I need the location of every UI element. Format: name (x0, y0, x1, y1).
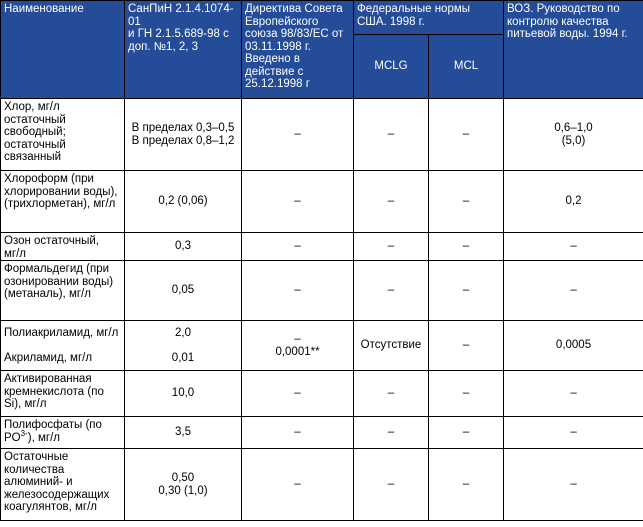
header-mcl-label: MCL (453, 60, 479, 73)
row-name (1, 417, 125, 449)
cell-sanpin: 0,05 (125, 261, 242, 321)
row-name-line: озонировании воды) (4, 275, 114, 288)
header-eu-line: Введено в (245, 53, 300, 65)
cell-who: 0,2 (504, 171, 643, 233)
row-name-line: Хлороформ (при (4, 173, 94, 185)
cell-who-line: (5,0) (561, 134, 586, 147)
cell-mcl: – (429, 261, 504, 321)
cell-mcl: – (429, 171, 504, 233)
cell-mclg: – (354, 449, 429, 521)
row-name (1, 321, 125, 371)
cell-eu-line: – (294, 333, 301, 345)
row-name-line: Полифосфаты (по (4, 419, 102, 431)
table-row-coagulants (1, 449, 643, 521)
header-sanpin-line: СанПиН 2.1.4.1074- (128, 3, 234, 15)
cell-mclg: – (354, 261, 429, 321)
cell-eu: – (242, 371, 354, 417)
header-usa-line: Федеральные нормы (357, 3, 471, 15)
table-row-polyphosphates (1, 417, 643, 449)
row-name-spacer (4, 340, 121, 352)
row-name-line: Озон остаточный, (4, 235, 99, 247)
cell-sanpin: 0,3 (125, 233, 242, 261)
row-name (1, 371, 125, 417)
header-eu-line: Европейского (245, 15, 319, 28)
row-name-line: Формальдегид (при (4, 263, 110, 275)
table-row-chlorine (1, 99, 643, 171)
table-row-ozone (1, 233, 643, 261)
row-name-line: остаточный (4, 138, 66, 151)
header-row-1 (1, 1, 643, 35)
cell-sanpin: 3,5 (125, 417, 242, 449)
row-name (1, 261, 125, 321)
cell-who-line: 0,6–1,0 (554, 122, 593, 134)
header-eu-line: 25.12.1998 г (245, 78, 310, 90)
header-who-line: питьевой воды. 1994 г. (507, 28, 628, 40)
header-who (504, 1, 643, 99)
row-name-line: связанный (4, 151, 62, 163)
cell-mcl: – (429, 371, 504, 417)
row-name-line: свободный; (4, 126, 66, 138)
header-eu-line: 03.11.1998 г. (245, 40, 311, 53)
row-name-line: хлорировании воды), (4, 185, 118, 198)
cell-sanpin-line: В пределах 0,8–1,2 (131, 134, 235, 147)
cell-eu: – (242, 171, 354, 233)
row-name-line: (трихлорметан), мг/л (4, 198, 116, 210)
cell-mclg: – (354, 233, 429, 261)
header-mclg-label: MCLG (374, 60, 408, 73)
header-who-line: контролю качества (507, 15, 609, 28)
cell-who: – (504, 371, 643, 417)
row-name-tail: ), мг/л (27, 431, 60, 444)
cell-sanpin (125, 99, 242, 171)
row-name-line: Активированная (4, 373, 92, 385)
cell-who: – (504, 233, 643, 261)
cell-who: – (504, 449, 643, 521)
row-name-line: мг/л (4, 247, 27, 260)
header-usa-line: США. 1998 г. (357, 15, 425, 28)
row-name-line: количества (4, 463, 65, 476)
header-who-line: ВОЗ. Руководство по (507, 3, 620, 15)
cell-who (504, 99, 643, 171)
header-usa (354, 1, 504, 35)
cell-mcl: – (429, 449, 504, 521)
cell-mclg: – (354, 171, 429, 233)
cell-eu: – (242, 449, 354, 521)
cell-sanpin (125, 321, 242, 371)
cell-eu: – (242, 417, 354, 449)
header-name (1, 1, 125, 99)
table-row-silicic-acid (1, 371, 643, 417)
cell-mcl: – (429, 321, 504, 371)
cell-sanpin-line: В пределах 0,3–0,5 (131, 122, 235, 134)
cell-mclg: – (354, 371, 429, 417)
row-name (1, 449, 125, 521)
table-row-polyacrylamide (1, 321, 643, 371)
row-name-line: остаточный (4, 113, 66, 126)
row-name-line: коагулянтов, мг/л (4, 501, 97, 513)
header-sanpin-line: 01 (128, 15, 141, 28)
row-name-line: кремнекислота (по (4, 385, 104, 398)
row-name-line: железосодержащих (4, 488, 110, 501)
cell-who: – (504, 417, 643, 449)
cell-sanpin-spacer (128, 340, 238, 352)
header-eu-line: союза 98/83/ЕС от (245, 28, 344, 40)
cell-eu (242, 321, 354, 371)
row-name (1, 99, 125, 171)
table-row-chloroform (1, 171, 643, 233)
cell-mcl: – (429, 99, 504, 171)
row-name (1, 171, 125, 233)
header-eu (242, 1, 354, 99)
header-mclg (354, 35, 429, 99)
row-name-line (4, 428, 121, 445)
table-row-formaldehyde (1, 261, 643, 321)
cell-mcl: – (429, 233, 504, 261)
cell-eu: – (242, 261, 354, 321)
cell-mclg: Отсутствие (354, 321, 429, 371)
header-sanpin-line: и ГН 2.1.5.689-98 с (128, 28, 229, 40)
cell-eu: – (242, 233, 354, 261)
cell-eu: – (242, 99, 354, 171)
cell-who: 0,0005 (504, 321, 643, 371)
cell-sanpin (125, 449, 242, 521)
cell-sanpin-line: 2,0 (175, 327, 191, 339)
cell-mcl: – (429, 417, 504, 449)
cell-sanpin-line: 0,50 (171, 472, 195, 484)
header-eu-line: Директива Совета (245, 3, 343, 15)
cell-sanpin: 0,2 (0,06) (125, 171, 242, 233)
header-sanpin-line: доп. №1, 2, 3 (128, 40, 199, 53)
cell-sanpin-line: 0,30 (1,0) (158, 484, 208, 497)
cell-sanpin: 10,0 (125, 371, 242, 417)
cell-mclg: – (354, 417, 429, 449)
row-name-superscript: 3- (20, 428, 28, 438)
row-name-line: Si), мг/л (4, 398, 47, 410)
row-name-line: Полиакриламид, мг/л (4, 327, 119, 339)
cell-mclg: – (354, 99, 429, 171)
row-name-line: алюминий- и (4, 476, 73, 488)
cell-who: – (504, 261, 643, 321)
row-name-formula: PO (4, 431, 21, 444)
header-name-label: Наименование (4, 3, 84, 15)
row-name (1, 233, 125, 261)
row-name-line: (метаналь), мг/л (4, 288, 91, 300)
cell-sanpin-line: 0,01 (171, 351, 195, 364)
cell-eu-line: 0,0001** (275, 345, 320, 358)
header-mcl (429, 35, 504, 99)
header-eu-line: действие с (245, 65, 304, 78)
header-sanpin (125, 1, 242, 99)
row-name-line: Хлор, мг/л (4, 101, 60, 113)
row-name-line: Остаточные (4, 451, 69, 463)
row-name-line: Акриламид, мг/л (4, 351, 93, 364)
